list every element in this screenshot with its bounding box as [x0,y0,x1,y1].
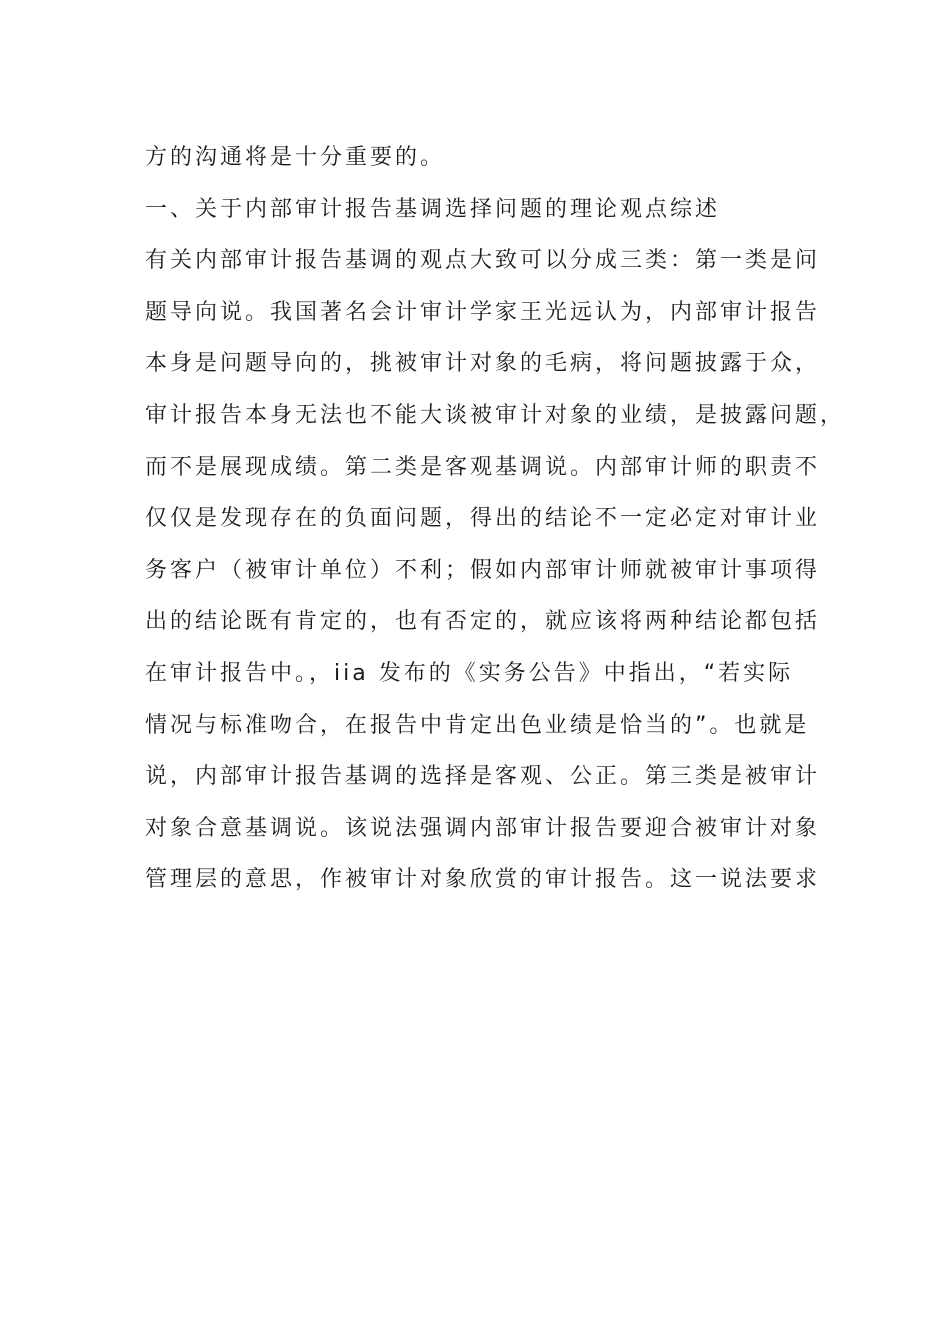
body-text [145,132,846,906]
text-line: 情况与标准吻合，在报告中肯定出色业绩是恰当的”。也就是 [145,712,810,738]
text-line: 审计报告本身无法也不能大谈被审计对象的业绩，是披露问题， [145,402,846,428]
section-heading: 一、关于内部审计报告基调选择问题的理论观点综述 [145,196,721,222]
text-line: 对象合意基调说。该说法强调内部审计报告要迎合被审计对象 [145,815,821,841]
text-line: 而不是展现成绩。第二类是客观基调说。内部审计师的职责不 [145,454,821,480]
text-line: 方的沟通将是十分重要的。 [145,145,446,170]
text-line: 说，内部审计报告基调的选择是客观、公正。第三类是被审计 [145,764,821,790]
text-line: 题导向说。我国著名会计审计学家王光远认为，内部审计报告 [145,299,821,325]
text-line: 有关内部审计报告基调的观点大致可以分成三类：第一类是问 [145,248,821,274]
text-line: 仅仅是发现存在的负面问题，得出的结论不一定必定对审计业 [145,506,821,532]
text-line: 务客户（被审计单位）不利；假如内部审计师就被审计事项得 [145,557,821,583]
text-line: 在审计报告中。，iia 发布的《实务公告》中指出，“若实际 [145,660,794,686]
text-line: 管理层的意思，作被审计对象欣赏的审计报告。这一说法要求 [145,867,821,893]
text-line: 出的结论既有肯定的，也有否定的，就应该将两种结论都包括 [145,609,821,635]
text-line: 本身是问题导向的，挑被审计对象的毛病，将问题披露于众， [145,351,821,377]
